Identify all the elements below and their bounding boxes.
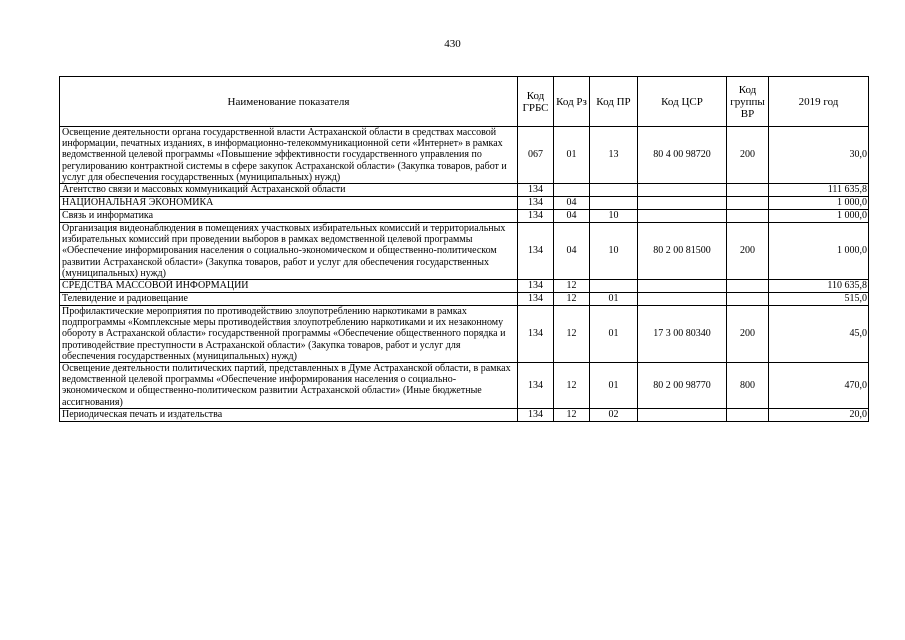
row-csr	[638, 293, 727, 306]
header-year: 2019 год	[769, 77, 869, 127]
header-name: Наименование показателя	[60, 77, 518, 127]
row-amount: 20,0	[769, 408, 869, 421]
row-pr: 10	[590, 210, 638, 223]
row-vr: 200	[727, 223, 769, 280]
budget-table	[59, 76, 869, 422]
table-row	[60, 127, 869, 184]
row-pr	[590, 184, 638, 197]
row-rz: 04	[554, 223, 590, 280]
row-name: Профилактические мероприятия по противодействию злоупотреблению наркотиками в рамках подпрограммы «Комплексные меры противодействия злоупотреблению наркотиками и их незаконному обороту в Астраханской области» государственной программы «Обеспечение общественного порядка и противодействие преступности в Астраханской области» (Закупка товаров, работ и услуг для обеспечения государственных (муниципальных) нужд)	[60, 306, 518, 363]
row-vr: 200	[727, 306, 769, 363]
row-csr	[638, 408, 727, 421]
row-rz: 12	[554, 293, 590, 306]
row-name: НАЦИОНАЛЬНАЯ ЭКОНОМИКА	[60, 197, 518, 210]
row-csr: 17 3 00 80340	[638, 306, 727, 363]
header-pr: Код ПР	[590, 77, 638, 127]
row-csr	[638, 184, 727, 197]
row-name: Организация видеонаблюдения в помещениях участковых избирательных комиссий и территориальных избирательных комиссий при проведении выборов в рамках ведомственной целевой программы «Обеспечение информирования населения о социально-экономическом и общественно-политическом развитии Астраханской области» (Закупка товаров, работ и услуг для обеспечения государственных (муниципальных) нужд)	[60, 223, 518, 280]
row-grbs: 134	[518, 223, 554, 280]
header-vr: Код группы ВР	[727, 77, 769, 127]
row-name: Периодическая печать и издательства	[60, 408, 518, 421]
row-rz: 12	[554, 306, 590, 363]
row-pr: 01	[590, 293, 638, 306]
table-row	[60, 184, 869, 197]
row-grbs: 134	[518, 210, 554, 223]
row-pr: 13	[590, 127, 638, 184]
row-name: Освещение деятельности политических партий, представленных в Думе Астраханской области, в рамках ведомственной целевой программы «Обеспечение информирования населения о социально-экономическом и общественно-политическом развитии Астраханской области» (Иные бюджетные ассигнования)	[60, 363, 518, 409]
table-row	[60, 280, 869, 293]
table-row	[60, 408, 869, 421]
table-row	[60, 223, 869, 280]
row-vr	[727, 197, 769, 210]
row-name: Связь и информатика	[60, 210, 518, 223]
row-csr: 80 2 00 81500	[638, 223, 727, 280]
table-row	[60, 293, 869, 306]
row-amount: 45,0	[769, 306, 869, 363]
row-grbs: 134	[518, 184, 554, 197]
row-amount: 1 000,0	[769, 223, 869, 280]
row-grbs: 134	[518, 280, 554, 293]
row-amount: 1 000,0	[769, 197, 869, 210]
row-vr: 200	[727, 127, 769, 184]
row-vr	[727, 210, 769, 223]
row-grbs: 134	[518, 197, 554, 210]
row-rz: 12	[554, 408, 590, 421]
header-rz: Код Рз	[554, 77, 590, 127]
row-csr	[638, 210, 727, 223]
header-grbs: Код ГРБС	[518, 77, 554, 127]
row-grbs: 134	[518, 306, 554, 363]
row-amount: 470,0	[769, 363, 869, 409]
row-pr: 10	[590, 223, 638, 280]
table-row	[60, 210, 869, 223]
table-row	[60, 363, 869, 409]
row-amount: 30,0	[769, 127, 869, 184]
row-name: Телевидение и радиовещание	[60, 293, 518, 306]
row-amount: 1 000,0	[769, 210, 869, 223]
row-amount: 110 635,8	[769, 280, 869, 293]
row-rz	[554, 184, 590, 197]
row-name: СРЕДСТВА МАССОВОЙ ИНФОРМАЦИИ	[60, 280, 518, 293]
row-vr	[727, 293, 769, 306]
table-header-row	[60, 77, 869, 127]
row-csr: 80 2 00 98770	[638, 363, 727, 409]
row-grbs: 067	[518, 127, 554, 184]
row-rz: 04	[554, 210, 590, 223]
row-name: Агентство связи и массовых коммуникаций Астраханской области	[60, 184, 518, 197]
row-vr: 800	[727, 363, 769, 409]
row-pr: 02	[590, 408, 638, 421]
row-rz: 12	[554, 363, 590, 409]
row-pr: 01	[590, 306, 638, 363]
row-amount: 515,0	[769, 293, 869, 306]
row-csr	[638, 197, 727, 210]
row-grbs: 134	[518, 293, 554, 306]
table-row	[60, 197, 869, 210]
row-pr	[590, 197, 638, 210]
row-rz: 01	[554, 127, 590, 184]
row-rz: 12	[554, 280, 590, 293]
row-pr	[590, 280, 638, 293]
row-grbs: 134	[518, 408, 554, 421]
row-vr	[727, 408, 769, 421]
row-amount: 111 635,8	[769, 184, 869, 197]
page-number: 430	[444, 38, 461, 50]
table-row	[60, 306, 869, 363]
row-vr	[727, 280, 769, 293]
row-csr: 80 4 00 98720	[638, 127, 727, 184]
header-csr: Код ЦСР	[638, 77, 727, 127]
row-vr	[727, 184, 769, 197]
row-csr	[638, 280, 727, 293]
row-pr: 01	[590, 363, 638, 409]
row-name: Освещение деятельности органа государственной власти Астраханской области в средствах массовой информации, печатных изданиях, в информационно-телекоммуникационной сети «Интернет» в рамках ведомственной целевой программы «Повышение эффективности государственного управления по регулированию контрактной системы в сфере закупок Астраханской области» (Закупка товаров, работ и услуг для обеспечения государственных (муниципальных) нужд)	[60, 127, 518, 184]
row-grbs: 134	[518, 363, 554, 409]
row-rz: 04	[554, 197, 590, 210]
